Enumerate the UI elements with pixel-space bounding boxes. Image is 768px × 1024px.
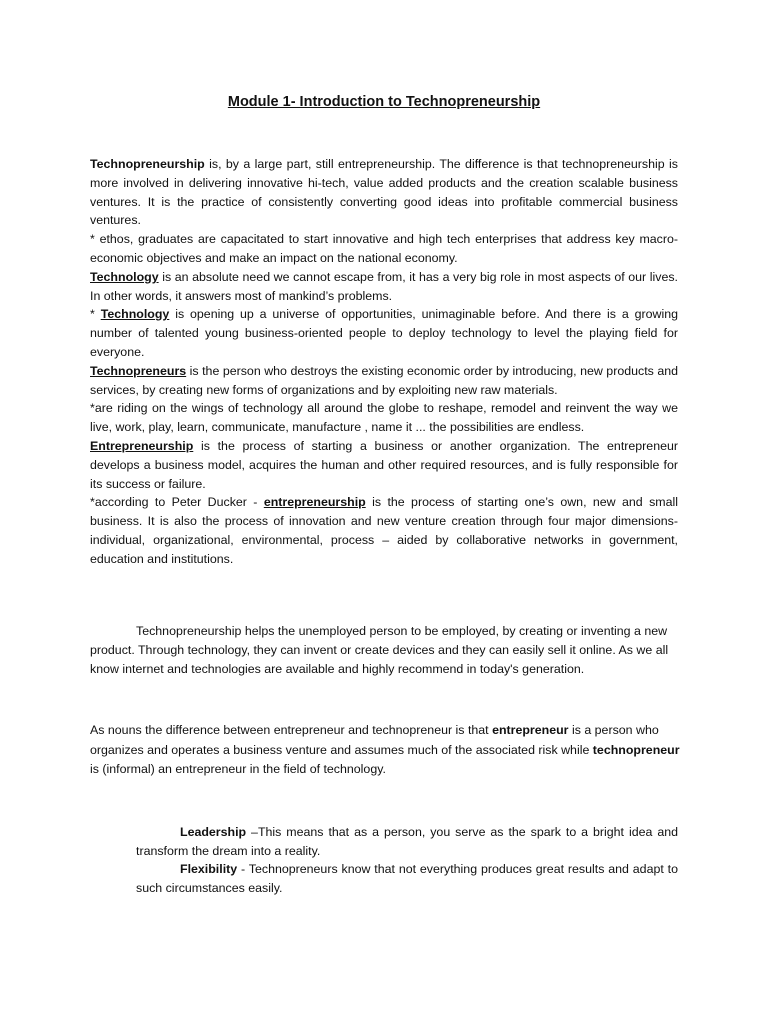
paragraph-text: is, by a large part, still entrepreneurship. The difference is that technopreneurship is more involved in delivering innovative hi-tech, value added products and the creation scalable business ventures. It is the practice of consistently converting good ideas into profitable commercial business ventures. — [90, 157, 678, 228]
term-technopreneur: technopreneur — [592, 742, 680, 757]
trait-term: Flexibility — [180, 862, 238, 876]
term-technopreneurship: Technopreneurship — [90, 157, 205, 171]
paragraph-text: is the process of starting a business or another organization. The entrepreneur develops a business model, acquires the human and other required resources, and is fully responsible for its success or failure. — [90, 438, 678, 491]
paragraph-unemployed — [90, 622, 680, 679]
trait-term: Leadership — [180, 825, 247, 839]
paragraph-technology — [90, 268, 678, 306]
paragraph-technopreneurship — [90, 155, 678, 230]
traits-list — [136, 823, 678, 897]
term-technology: Technology — [90, 269, 159, 284]
paragraph-text: * ethos, graduates are capacitated to start innovative and high tech enterprises that address key macro-economic objectives and make an impact on the national economy. — [90, 232, 678, 265]
trait-flexibility — [136, 860, 678, 897]
term-technopreneurs: Technopreneurs — [90, 363, 187, 378]
paragraph-text: As nouns the difference between entrepreneur and technopreneur is that — [90, 723, 493, 737]
paragraph-peter-ducker — [90, 493, 678, 568]
trait-text: - Technopreneurs know that not everything produces great results and adapt to such circumstances easily. — [136, 862, 678, 895]
paragraph-wings-of-technology — [90, 399, 678, 437]
paragraph-text: is the process of starting one’s own, new and small business. It is also the process of innovation and new venture creation through four major dimensions-individual, organizational, environmental, process – aided by collaborative networks in government, education and institutions. — [90, 495, 678, 566]
trait-text: –This means that as a person, you serve as the spark to a bright idea and transform the dream into a reality. — [136, 825, 678, 858]
paragraph-prefix: *according to Peter Ducker - — [90, 495, 264, 510]
page-title: Module 1- Introduction to Technopreneurship — [227, 94, 541, 110]
paragraph-technopreneurs — [90, 362, 678, 400]
bullet-prefix: * — [90, 307, 101, 322]
paragraph-text: is (informal) an entrepreneur in the field of technology. — [90, 762, 386, 776]
paragraph-text: is a person who organizes and operates a business venture and assumes much of the associated risk while — [90, 723, 659, 757]
paragraph-text: is opening up a universe of opportunities, unimaginable before. And there is a growing number of talented young business-oriented people to deploy technology to level the playing field for everyone. — [90, 307, 678, 359]
paragraph-technology-opportunities — [90, 305, 678, 361]
paragraph-text: *are riding on the wings of technology all around the globe to reshape, remodel and reinvent the way we live, work, play, learn, communicate, manufacture , name it ... the possibilities are endless. — [90, 401, 678, 435]
term-entrepreneurship: entrepreneurship — [263, 495, 366, 510]
term-entrepreneurship: Entrepreneurship — [90, 438, 194, 453]
paragraph-entrepreneurship — [90, 437, 678, 493]
term-technology: Technology — [100, 307, 170, 322]
paragraph-text: Technopreneurship helps the unemployed person to be employed, by creating or inventing a new product. Through technology, they can invent or create devices and they can easily sell it online. As we all know internet and technologies are available and highly recommend in today's generation. — [90, 624, 669, 676]
paragraph-ethos — [90, 230, 678, 268]
paragraph-text: is the person who destroys the existing economic order by introducing, new products and services, by creating new forms of organizations and by exploiting new raw materials. — [90, 363, 678, 397]
term-entrepreneur: entrepreneur — [492, 723, 569, 737]
paragraph-text: is an absolute need we cannot escape from, it has a very big role in most aspects of our lives. In other words, it answers most of mankind’s problems. — [90, 269, 678, 303]
paragraph-nouns-difference — [90, 721, 680, 780]
trait-leadership — [136, 823, 678, 860]
definitions-section — [90, 155, 678, 569]
